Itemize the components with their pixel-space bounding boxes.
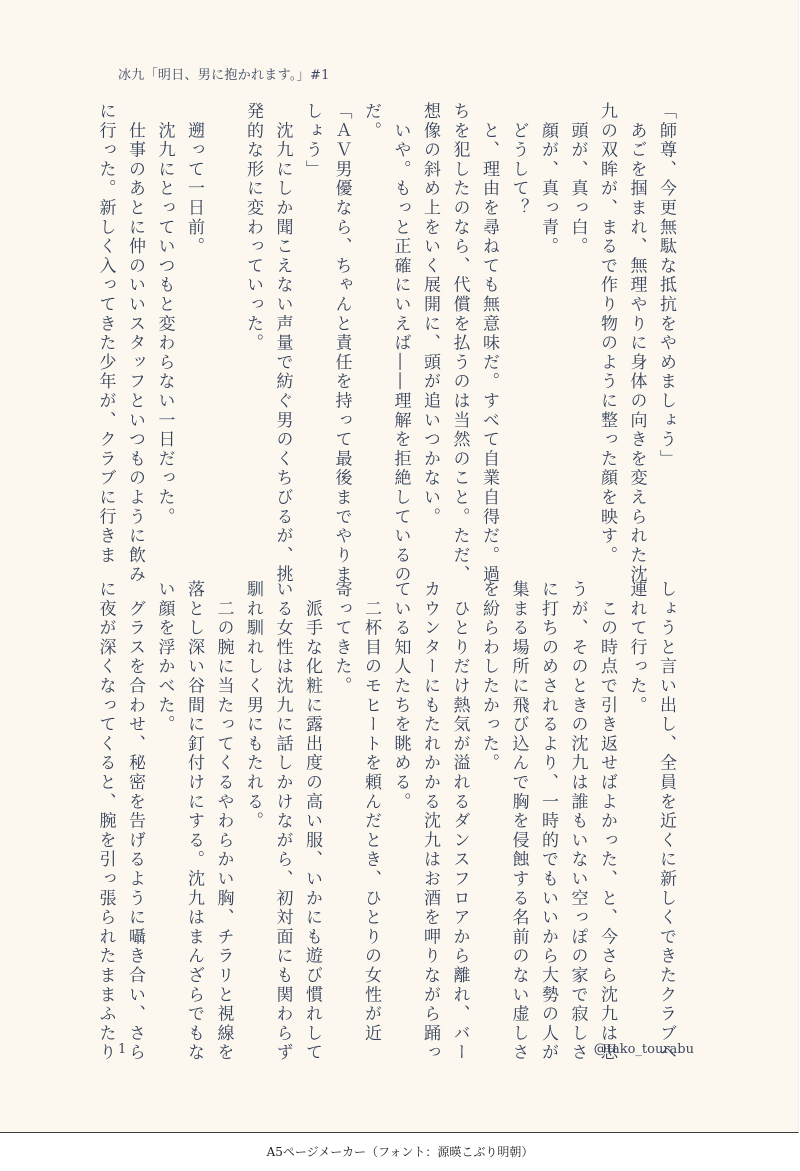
text-line: ひとりだけ熱気が溢れるダンスフロアから離れ、バー [449, 580, 470, 1063]
text-line: 馴れ馴れしく男にもたれる。 [243, 580, 263, 831]
blank-line [208, 102, 238, 544]
text-line: いや。もっと正確にいえば――理解を拒絶しているの [390, 102, 411, 585]
text-line: 頭が、真っ白。 [567, 102, 588, 257]
text-line: に行った。新しく入ってきた少年が、クラブに行きま [95, 102, 116, 566]
text-line: 顔が、真っ青。 [538, 102, 558, 257]
text-line: あごを掴まれ、無理やりに身体の向きを変えられた沈 [626, 102, 647, 585]
text-line: しょう」 [302, 102, 322, 180]
text-line: ちを犯したのなら、代償を払うのは当然のこと。ただ、 [449, 102, 470, 585]
text-line: 想像の斜め上をいく展開に、頭が追いつかない。 [420, 102, 440, 527]
text-line: 二杯目のモヒートを頼んだとき、ひとりの女性が近 [361, 580, 381, 1044]
vertical-text-block-top [95, 102, 680, 585]
text-line: に打ちのめされるより、一時的でもいいから大勢の人が [538, 580, 558, 1063]
text-line: しょうと言い出し、全員を近くに新しくできたクラブへ [656, 580, 676, 1063]
page-number: 1 [118, 1042, 127, 1057]
text-line: 遡って一日前。 [184, 102, 204, 257]
text-line: 発的な形に変わっていった。 [243, 102, 263, 353]
text-line: 九の双眸が、まるで作り物のように整った顔を映す。 [597, 102, 617, 566]
text-line: と、理由を尋ねても無意味だ。すべて自業自得だ。過 [479, 102, 499, 585]
text-line: カウンターにもたれかかる沈九はお酒を呷りながら踊っ [420, 580, 440, 1063]
text-line: 沈九にしか聞こえない声量で紡ぐ男のくちびるが、挑 [272, 102, 293, 585]
page-header-title: 冰九「明日、男に抱かれます。」#1 [118, 68, 330, 83]
text-line: 「師尊、今更無駄な抵抗をやめましょう」 [656, 102, 676, 469]
text-line: に夜が深くなってくると、腕を引っ張られたままふたり [95, 580, 116, 1063]
text-line: だ。 [361, 102, 381, 141]
text-line: 沈九にとっていつもと変わらない一日だった。 [154, 102, 175, 527]
text-line: この時点で引き返せばよかった、と、今さら沈九は思 [597, 580, 617, 1063]
author-account: @tako_tourabu [593, 1042, 694, 1057]
text-line: 「ＡＶ男優なら、ちゃんと責任を持って最後までやりま [331, 102, 352, 585]
text-line: 集まる場所に飛び込んで胸を侵蝕する名前のない虚しさ [508, 580, 529, 1063]
text-line: 派手な化粧に露出度の高い服、いかにも遊び慣れして [302, 580, 322, 1063]
text-line: い顔を浮かべた。 [154, 580, 175, 735]
text-line: 連れて行った。 [626, 580, 647, 716]
text-line: 落とし深い谷間に釘付けにする。沈九はまんざらでもな [184, 580, 204, 1063]
generator-caption: A5ページメーカー（フォント：源暎こぶり明朝） [266, 1145, 534, 1159]
text-line: グラスを合わせ、秘密を告げるように囁き合い、さら [125, 580, 145, 1063]
text-line: ている知人たちを眺める。 [390, 580, 411, 812]
text-line: 仕事のあとに仲のいいスタッフといつものように飲み [125, 102, 145, 585]
text-line: 寄ってきた。 [331, 580, 352, 696]
text-line: いる女性は沈九に話しかけながら、初対面にも関わらず [272, 580, 293, 1063]
text-line: どうして？ [508, 102, 529, 218]
text-line: 二の腕に当たってくるやわらかい胸、チラリと視線を [213, 580, 234, 1063]
text-line: うが、そのときの沈九は誰もいない空っぽの家で寂しさ [567, 580, 588, 1063]
text-line: を紛らわしたかった。 [479, 580, 499, 773]
